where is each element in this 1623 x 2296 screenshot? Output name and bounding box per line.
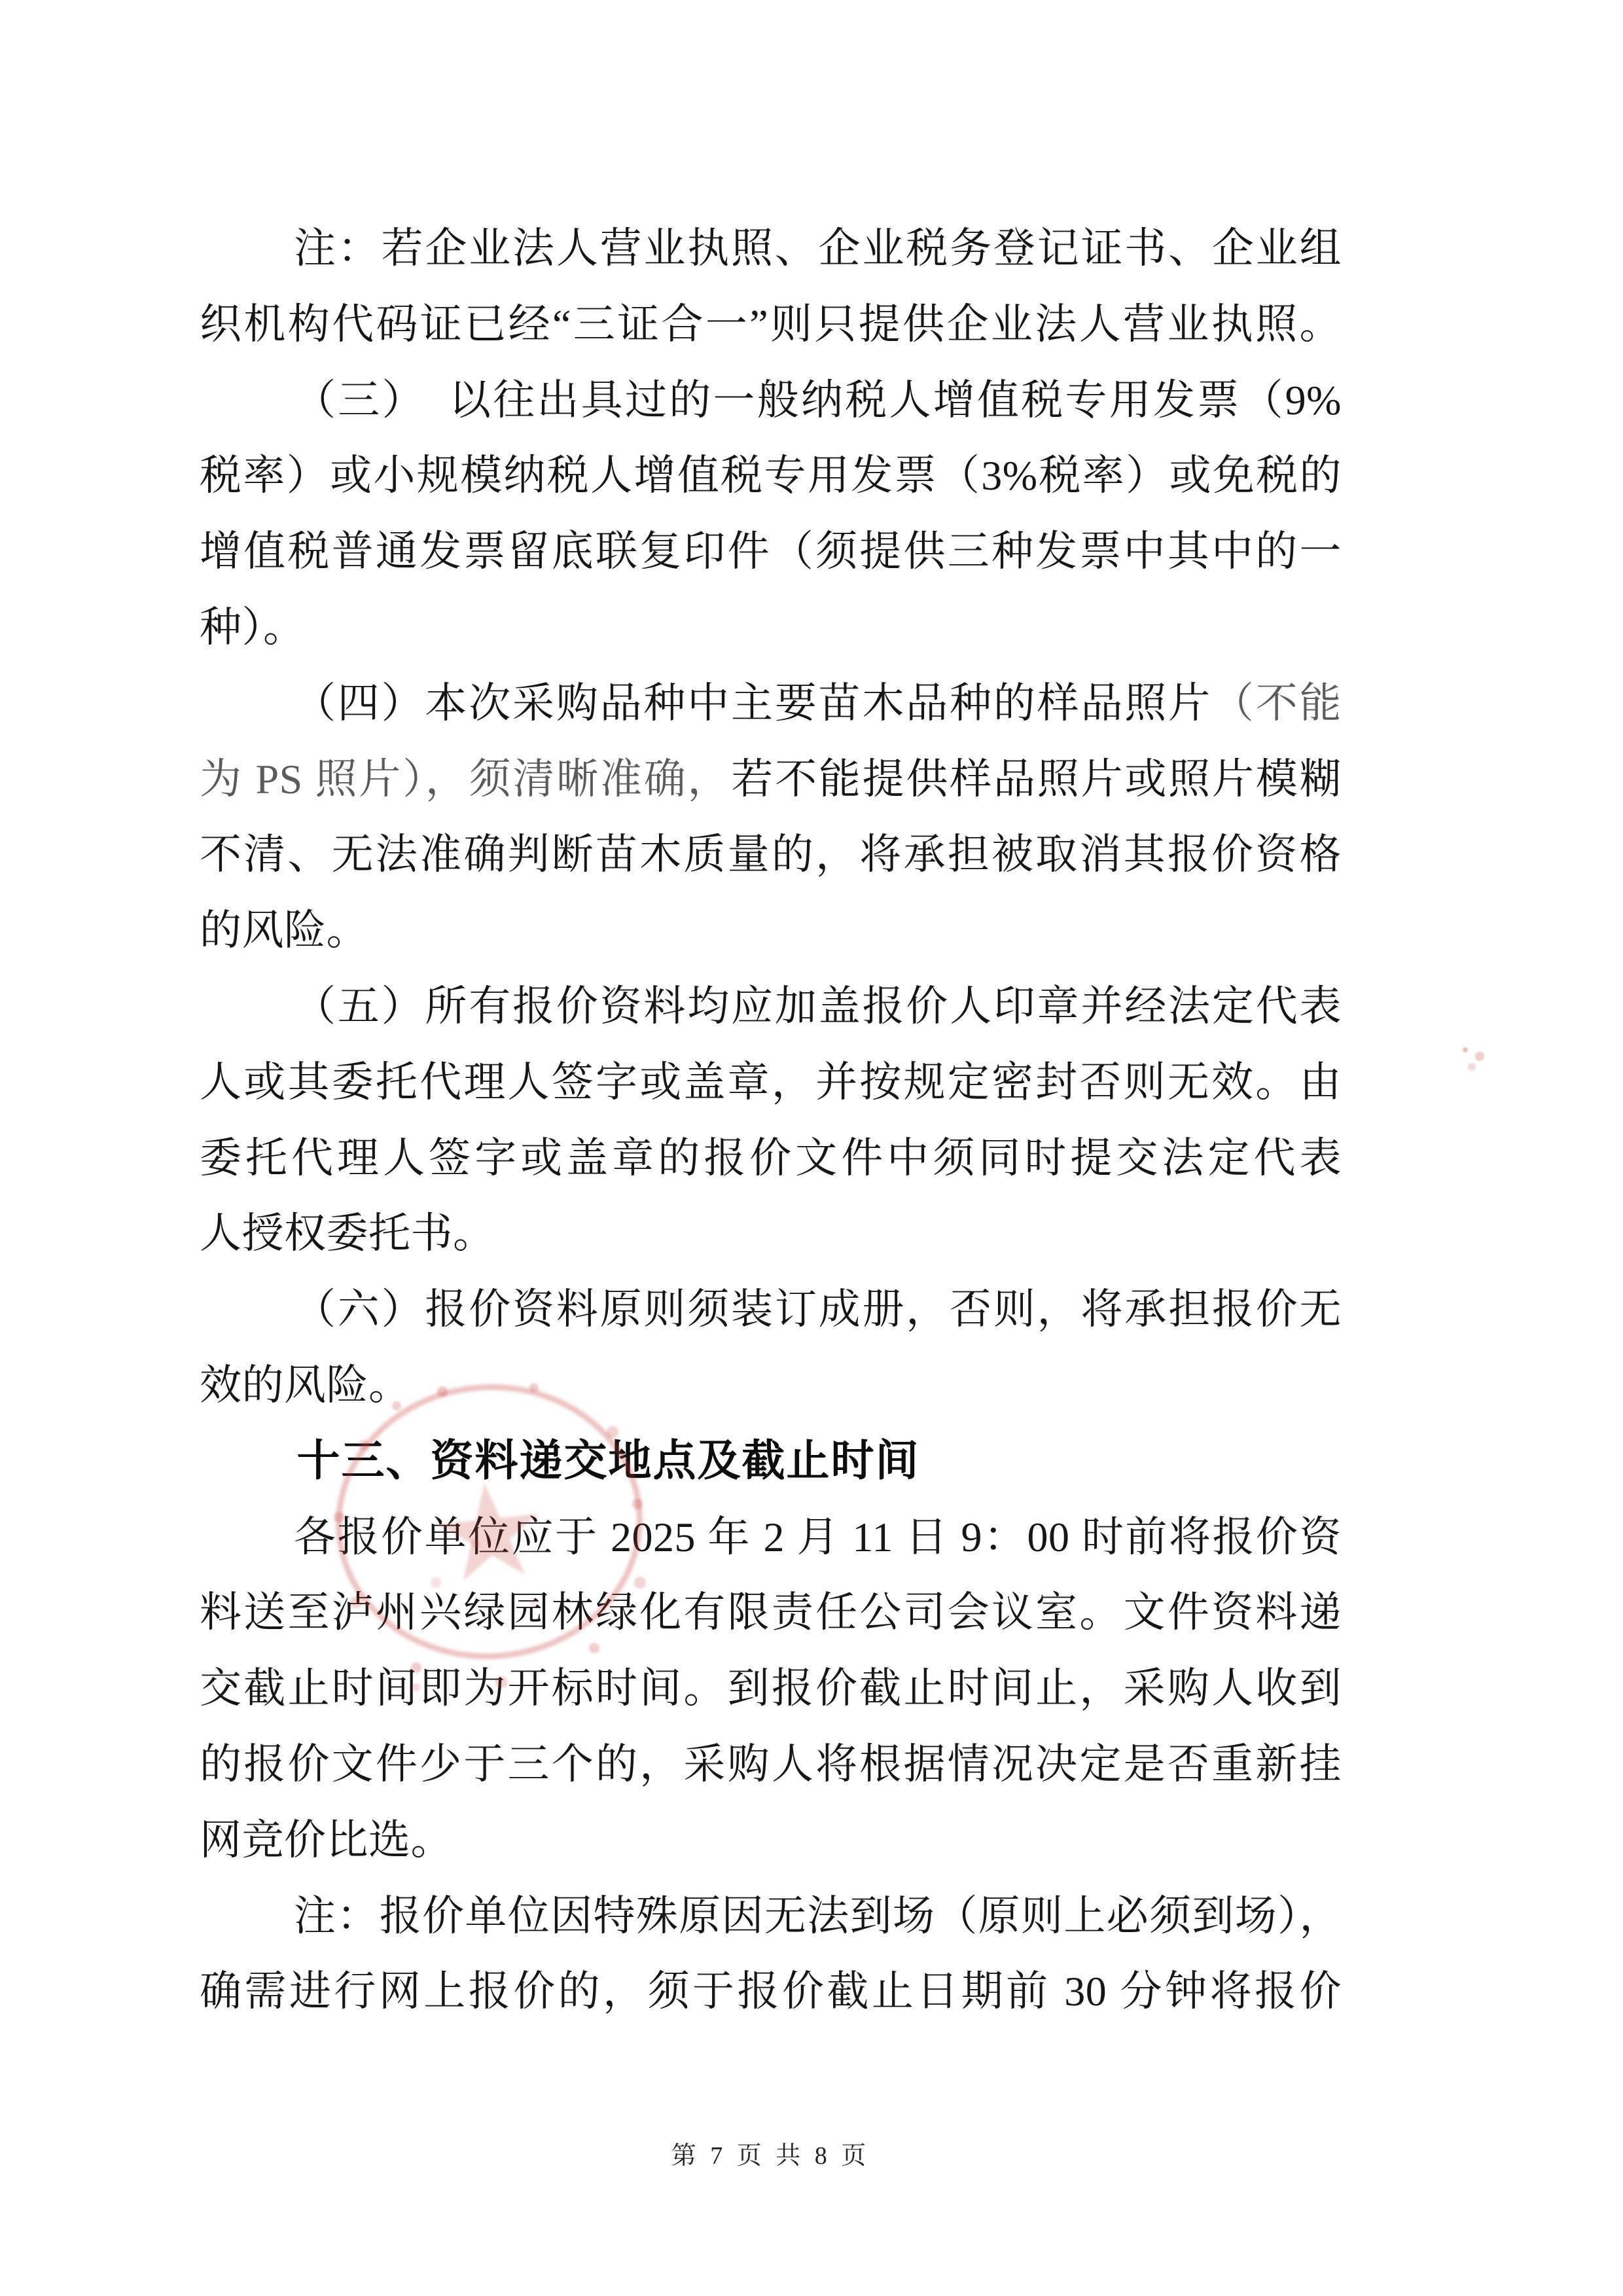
page-number: 第 7 页 共 8 页 — [671, 2142, 870, 2170]
body-line: 料送至泸州兴绿园林绿化有限责任公司会议室。文件资料递 — [200, 1589, 1342, 1636]
body-line: 种）。 — [200, 603, 306, 651]
body-text-segment: （四）本次采购品种中主要苗木品种的样品照片 — [294, 679, 1212, 726]
body-line: 人授权委托书。 — [200, 1210, 495, 1257]
body-line: 网竞价比选。 — [200, 1816, 453, 1863]
body-line: 各报价单位应于 2025 年 2 月 11 日 9：00 时前将报价资 — [294, 1513, 1342, 1560]
body-line: 不清、无法准确判断苗木质量的，将承担被取消其报价资格 — [200, 831, 1342, 878]
body-line: 注：报价单位因特殊原因无法到场（原则上必须到场）， — [294, 1892, 1342, 1939]
body-line: （三） 以往出具过的一般纳税人增值税专用发票（9% — [294, 376, 1342, 423]
ink-speck — [1463, 1047, 1468, 1052]
body-text-segment: 若不能提供样品照片或照片模糊 — [731, 755, 1342, 802]
document-body — [200, 211, 1342, 2030]
body-line: 的风险。 — [200, 907, 368, 954]
body-line: 增值税普通发票留底联复印件（须提供三种发票中其中的一 — [200, 528, 1342, 575]
body-line: 效的风险。 — [200, 1361, 411, 1408]
section-heading: 十三、资料递交地点及截止时间 — [296, 1437, 920, 1485]
body-line: 委托代理人签字或盖章的报价文件中须同时提交法定代表 — [200, 1134, 1342, 1181]
body-line: 注：若企业法人营业执照、企业税务登记证书、企业组 — [294, 225, 1342, 272]
body-line: 税率）或小规模纳税人增值税专用发票（3%税率）或免税的 — [200, 452, 1342, 499]
body-line: 织机构代码证已经“三证合一”则只提供企业法人营业执照。 — [200, 300, 1342, 348]
body-line — [200, 742, 1342, 817]
body-text-segment-light: 为 PS 照片），须清晰准确， — [200, 755, 732, 802]
body-line: （六）报价资料原则须装订成册，否则，将承担报价无 — [294, 1286, 1342, 1333]
body-line: （五）所有报价资料均应加盖报价人印章并经法定代表 — [294, 982, 1342, 1030]
body-line: 交截止时间即为开标时间。到报价截止时间止，采购人收到 — [200, 1665, 1342, 1712]
body-line — [200, 666, 1342, 742]
body-text-segment-light: （不能 — [1211, 679, 1342, 726]
body-line: 确需进行网上报价的，须于报价截止日期前 30 分钟将报价 — [200, 1968, 1342, 2015]
seal-star-icon: ★ — [423, 1450, 556, 1615]
body-line: 人或其委托代理人签字或盖章，并按规定密封否则无效。由 — [200, 1058, 1342, 1105]
body-line: 的报价文件少于三个的，采购人将根据情况决定是否重新挂 — [200, 1740, 1342, 1787]
